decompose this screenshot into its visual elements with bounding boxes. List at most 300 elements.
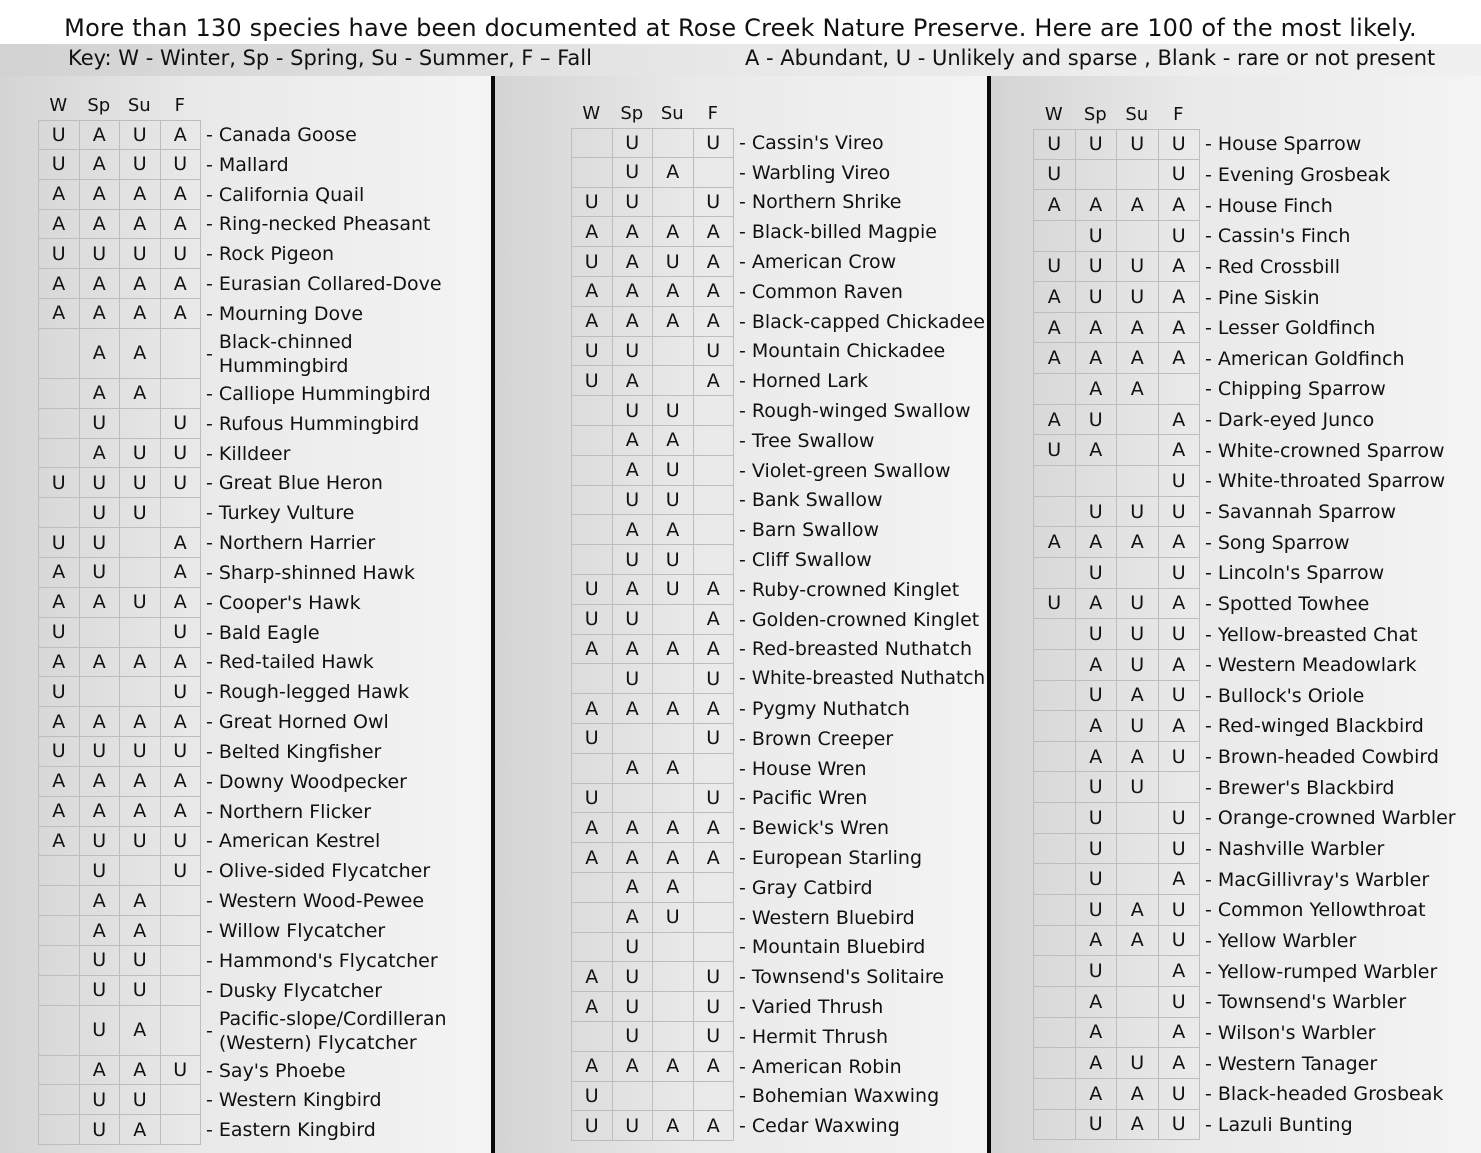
- cell-su: A: [1117, 1079, 1159, 1110]
- species-row: [1033, 252, 1456, 283]
- cell-sp: U: [613, 664, 654, 694]
- species-name-text: Rough-legged Hawk: [218, 681, 410, 704]
- season-cells: [38, 946, 201, 976]
- dash-separator: -: [739, 1115, 746, 1138]
- season-cells: [571, 158, 734, 188]
- cell-w: [1034, 864, 1076, 895]
- species-name: [1200, 377, 1386, 401]
- cell-su: A: [120, 767, 161, 797]
- cell-sp: A: [80, 299, 121, 329]
- cell-sp: A: [1076, 711, 1118, 742]
- species-row: [38, 677, 447, 707]
- species-name: [201, 183, 364, 207]
- cell-f: [161, 329, 202, 379]
- species-row: [1033, 1018, 1456, 1049]
- species-row: [571, 396, 985, 426]
- season-cells: [571, 366, 734, 396]
- species-name: [201, 621, 320, 645]
- species-row: [1033, 527, 1456, 558]
- dash-separator: -: [206, 342, 213, 365]
- species-row: [1033, 221, 1456, 252]
- cell-f: [1159, 772, 1201, 803]
- cell-su: A: [120, 886, 161, 916]
- species-row: [38, 886, 447, 916]
- species-row: [1033, 987, 1456, 1018]
- cell-sp: A: [80, 379, 121, 409]
- cell-f: [161, 379, 202, 409]
- season-cells: [571, 1022, 734, 1052]
- cell-sp: A: [613, 247, 654, 277]
- cell-w: A: [39, 180, 80, 210]
- cell-sp: U: [1076, 221, 1118, 252]
- cell-w: A: [39, 767, 80, 797]
- species-row: [571, 277, 985, 307]
- species-name-text: Say's Phoebe: [218, 1059, 346, 1082]
- species-name: [734, 816, 889, 840]
- cell-f: U: [161, 618, 202, 648]
- cell-su: U: [1117, 650, 1159, 681]
- cell-f: A: [694, 366, 735, 396]
- species-name: [734, 876, 873, 900]
- species-row: [1033, 803, 1456, 834]
- species-name-text: Northern Harrier: [218, 532, 376, 555]
- cell-f: U: [694, 1022, 735, 1052]
- species-name-text: White-throated Sparrow: [1217, 470, 1446, 493]
- cell-su: A: [1117, 343, 1159, 374]
- species-row: [571, 1052, 985, 1082]
- cell-f: U: [1159, 619, 1201, 650]
- cell-sp: U: [1076, 864, 1118, 895]
- season-cells: [571, 992, 734, 1022]
- dash-separator: -: [1205, 838, 1212, 861]
- cell-su: U: [120, 976, 161, 1006]
- cell-sp: A: [80, 329, 121, 379]
- cell-sp: A: [613, 754, 654, 784]
- dash-separator: -: [739, 310, 746, 333]
- cell-w: [39, 916, 80, 946]
- species-column-1: [38, 92, 447, 1145]
- dash-separator: -: [739, 549, 746, 572]
- cell-w: [572, 873, 613, 903]
- cell-f: A: [1159, 405, 1201, 436]
- cell-w: [39, 1085, 80, 1115]
- season-cells: [38, 618, 201, 648]
- dash-separator: -: [739, 698, 746, 721]
- cell-sp: A: [613, 217, 654, 247]
- cell-sp: A: [613, 843, 654, 873]
- cell-su: U: [120, 946, 161, 976]
- season-cells: [1033, 864, 1200, 895]
- cell-w: U: [39, 150, 80, 180]
- cell-w: A: [572, 962, 613, 992]
- cell-sp: U: [1076, 282, 1118, 313]
- cell-f: A: [694, 843, 735, 873]
- cell-f: A: [694, 307, 735, 337]
- cell-f: A: [161, 180, 202, 210]
- cell-w: [1034, 956, 1076, 987]
- species-name: [201, 949, 438, 973]
- dash-separator: -: [739, 251, 746, 274]
- species-name: [734, 935, 925, 959]
- species-name: [734, 846, 922, 870]
- species-row: [38, 379, 447, 409]
- season-cells: [1033, 589, 1200, 620]
- season-cells: [38, 707, 201, 737]
- season-cells: [38, 767, 201, 797]
- cell-w: U: [1034, 160, 1076, 191]
- species-name: [1200, 714, 1424, 738]
- species-row: [38, 856, 447, 886]
- species-row: [571, 664, 985, 694]
- cell-f: A: [694, 813, 735, 843]
- cell-su: U: [120, 827, 161, 857]
- cell-su: [1117, 987, 1159, 1018]
- cell-f: A: [161, 648, 202, 678]
- cell-su: [653, 1082, 694, 1112]
- cell-f: U: [161, 827, 202, 857]
- species-name: [1200, 929, 1356, 953]
- dash-separator: -: [206, 123, 213, 146]
- species-name-text: Red-tailed Hawk: [218, 651, 374, 674]
- species-row: [38, 498, 447, 528]
- cell-sp: U: [1076, 956, 1118, 987]
- cell-w: [572, 664, 613, 694]
- cell-f: [161, 1115, 202, 1145]
- cell-sp: A: [1076, 313, 1118, 344]
- species-name-text: Belted Kingfisher: [218, 740, 382, 763]
- season-cells: [38, 677, 201, 707]
- cell-w: [39, 1006, 80, 1056]
- species-row: [1033, 282, 1456, 313]
- species-name: [201, 442, 290, 466]
- cell-sp: U: [1076, 558, 1118, 589]
- season-cells: [1033, 252, 1200, 283]
- cell-sp: U: [80, 946, 121, 976]
- cell-su: [653, 784, 694, 814]
- cell-su: U: [120, 1085, 161, 1115]
- dash-separator: -: [1205, 746, 1212, 769]
- cell-sp: A: [80, 588, 121, 618]
- cell-sp: A: [80, 707, 121, 737]
- cell-w: [39, 886, 80, 916]
- species-name: [734, 339, 945, 363]
- species-row: [38, 797, 447, 827]
- dash-separator: -: [739, 996, 746, 1018]
- cell-su: A: [120, 299, 161, 329]
- season-cells: [1033, 129, 1200, 160]
- season-cells: [1033, 681, 1200, 712]
- dash-separator: -: [206, 681, 213, 704]
- species-row: [571, 456, 985, 486]
- dash-separator: -: [739, 191, 746, 214]
- species-name-text: Mourning Dove: [218, 302, 364, 325]
- species-row: [38, 150, 447, 180]
- season-cells: [1033, 374, 1200, 405]
- species-name-text: Gray Catbird: [751, 876, 873, 899]
- cell-f: A: [694, 694, 735, 724]
- cell-f: [161, 916, 202, 946]
- cell-sp: A: [613, 575, 654, 605]
- cell-su: [653, 933, 694, 963]
- dash-separator: -: [739, 1085, 746, 1108]
- dash-separator: -: [1205, 317, 1212, 340]
- cell-su: A: [120, 648, 161, 678]
- species-name: [734, 578, 959, 602]
- species-name-text: Black-billed Magpie: [751, 221, 937, 244]
- cell-f: U: [1159, 681, 1201, 712]
- species-name-text: Bald Eagle: [218, 621, 320, 644]
- species-name: [201, 1088, 382, 1112]
- cell-w: A: [39, 210, 80, 240]
- cell-w: [39, 409, 80, 439]
- cell-f: U: [694, 664, 735, 694]
- cell-w: [572, 456, 613, 486]
- cell-w: A: [1034, 313, 1076, 344]
- dash-separator: -: [206, 302, 213, 325]
- cell-su: A: [653, 813, 694, 843]
- cell-sp: A: [613, 277, 654, 307]
- cell-w: A: [39, 299, 80, 329]
- dash-separator: -: [739, 131, 746, 154]
- cell-w: [1034, 221, 1076, 252]
- species-row: [38, 439, 447, 469]
- species-name: [734, 1055, 902, 1079]
- cell-su: [1117, 864, 1159, 895]
- season-cells: [38, 329, 201, 379]
- cell-su: U: [120, 588, 161, 618]
- cell-sp: U: [613, 605, 654, 635]
- species-name-text: Great Horned Owl: [218, 711, 389, 734]
- season-cells: [571, 277, 734, 307]
- cell-f: [694, 903, 735, 933]
- season-cells: [1033, 803, 1200, 834]
- cell-w: [572, 426, 613, 456]
- cell-sp: A: [80, 120, 121, 150]
- cell-su: A: [120, 379, 161, 409]
- dash-separator: -: [206, 890, 213, 913]
- cell-w: A: [1034, 190, 1076, 221]
- cell-w: A: [39, 269, 80, 299]
- dash-separator: -: [206, 153, 213, 176]
- cell-w: [1034, 1048, 1076, 1079]
- cell-sp: U: [1076, 803, 1118, 834]
- cell-su: A: [120, 916, 161, 946]
- cell-w: U: [572, 575, 613, 605]
- season-key: Key: W - Winter, Sp - Spring, Su - Summer, F – Fall: [68, 46, 592, 70]
- season-cells: [38, 737, 201, 767]
- species-name: [734, 608, 979, 632]
- cell-su: U: [1117, 129, 1159, 160]
- species-name-text: Western Wood-Pewee: [218, 890, 425, 913]
- dash-separator: -: [206, 591, 213, 614]
- species-name: [1200, 469, 1445, 493]
- dash-separator: -: [1205, 163, 1212, 186]
- species-name: [201, 412, 419, 436]
- species-name: [201, 501, 354, 525]
- cell-sp: U: [80, 528, 121, 558]
- species-name: [734, 518, 879, 542]
- cell-w: [572, 486, 613, 516]
- cell-w: [1034, 1079, 1076, 1110]
- species-row: [38, 707, 447, 737]
- season-header-sp: Sp: [620, 103, 644, 124]
- cell-w: [572, 158, 613, 188]
- dash-separator: -: [739, 459, 746, 482]
- cell-f: [694, 396, 735, 426]
- species-row: [1033, 742, 1456, 773]
- cell-f: [694, 158, 735, 188]
- dash-separator: -: [1205, 807, 1212, 830]
- species-name: [201, 471, 383, 495]
- cell-f: U: [694, 337, 735, 367]
- cell-sp: U: [613, 486, 654, 516]
- cell-su: [653, 664, 694, 694]
- species-name: [734, 190, 901, 214]
- season-cells: [1033, 1018, 1200, 1049]
- cell-w: [1034, 466, 1076, 497]
- cell-f: A: [694, 1052, 735, 1082]
- species-row: [38, 1006, 447, 1056]
- cell-sp: A: [613, 456, 654, 486]
- cell-w: [1034, 497, 1076, 528]
- cell-su: U: [120, 150, 161, 180]
- dash-separator: -: [1205, 439, 1212, 462]
- cell-sp: A: [613, 426, 654, 456]
- cell-f: A: [1159, 252, 1201, 283]
- cell-su: A: [653, 635, 694, 665]
- cell-f: [694, 515, 735, 545]
- season-cells: [1033, 282, 1200, 313]
- dash-separator: -: [739, 340, 746, 363]
- dash-separator: -: [206, 561, 213, 584]
- cell-su: [1117, 221, 1159, 252]
- cell-w: [1034, 772, 1076, 803]
- species-row: [571, 217, 985, 247]
- cell-sp: U: [80, 1085, 121, 1115]
- species-name: [201, 770, 407, 794]
- cell-sp: A: [80, 180, 121, 210]
- season-cells: [38, 299, 201, 329]
- cell-f: A: [1159, 527, 1201, 558]
- cell-w: [1034, 681, 1076, 712]
- species-name-text: Pygmy Nuthatch: [751, 698, 910, 721]
- cell-w: [39, 379, 80, 409]
- season-cells: [571, 962, 734, 992]
- species-name-text: Red-breasted Nuthatch: [751, 638, 973, 661]
- cell-w: [39, 976, 80, 1006]
- species-name: [734, 459, 951, 483]
- cell-w: A: [1034, 527, 1076, 558]
- species-name-text: Eurasian Collared-Dove: [218, 273, 442, 296]
- cell-sp: A: [1076, 1079, 1118, 1110]
- cell-w: U: [572, 366, 613, 396]
- cell-su: [653, 992, 694, 1022]
- species-row: [571, 486, 985, 516]
- cell-f: A: [1159, 589, 1201, 620]
- cell-sp: U: [1076, 1110, 1118, 1141]
- species-name-text: House Wren: [751, 757, 867, 780]
- season-cells: [38, 210, 201, 240]
- season-cells: [1033, 772, 1200, 803]
- cell-f: A: [1159, 864, 1201, 895]
- species-name-text: Ring-necked Pheasant: [218, 213, 431, 236]
- species-row: [1033, 895, 1456, 926]
- cell-sp: A: [1076, 987, 1118, 1018]
- dash-separator: -: [1205, 1021, 1212, 1044]
- species-name-text: American Goldfinch: [1217, 347, 1405, 370]
- species-row: [571, 903, 985, 933]
- cell-f: U: [1159, 742, 1201, 773]
- cell-w: [39, 856, 80, 886]
- species-row: [38, 528, 447, 558]
- cell-su: [120, 558, 161, 588]
- cell-f: U: [1159, 129, 1201, 160]
- cell-w: [1034, 834, 1076, 865]
- cell-sp: A: [613, 694, 654, 724]
- dash-separator: -: [1205, 991, 1212, 1014]
- species-name-text: Rock Pigeon: [218, 243, 335, 266]
- cell-sp: U: [613, 992, 654, 1022]
- species-name: [734, 369, 868, 393]
- dash-separator: -: [206, 1019, 213, 1042]
- season-cells: [1033, 1079, 1200, 1110]
- cell-su: [653, 366, 694, 396]
- species-name: [734, 1084, 939, 1108]
- cell-w: [39, 498, 80, 528]
- cell-f: [694, 933, 735, 963]
- cell-sp: U: [1076, 129, 1118, 160]
- species-name-text: American Kestrel: [218, 830, 381, 853]
- dash-separator: -: [206, 621, 213, 644]
- cell-sp: A: [1076, 926, 1118, 957]
- species-row: [38, 1085, 447, 1115]
- species-name-text: Savannah Sparrow: [1217, 501, 1397, 523]
- season-header-su: Su: [1125, 104, 1149, 125]
- cell-f: [161, 1085, 202, 1115]
- cell-su: [653, 724, 694, 754]
- dash-separator: -: [739, 847, 746, 870]
- cell-f: A: [1159, 282, 1201, 313]
- season-cells: [571, 933, 734, 963]
- species-name-text: Cliff Swallow: [751, 549, 872, 572]
- dash-separator: -: [1205, 868, 1212, 891]
- species-name: [734, 548, 872, 572]
- cell-sp: A: [80, 1056, 121, 1086]
- species-row: [571, 158, 985, 188]
- species-row: [1033, 1048, 1456, 1079]
- dash-separator: -: [739, 906, 746, 929]
- season-cells: [38, 648, 201, 678]
- dash-separator: -: [739, 578, 746, 601]
- species-name-text: Western Kingbird: [218, 1089, 382, 1112]
- cell-su: U: [120, 439, 161, 469]
- species-row: [571, 1082, 985, 1112]
- cell-f: U: [1159, 1079, 1201, 1110]
- cell-f: A: [1159, 435, 1201, 466]
- cell-f: U: [1159, 834, 1201, 865]
- species-name-text: Pacific-slope/Cordilleran (Western) Flycatcher: [218, 1007, 447, 1054]
- species-name: [734, 1114, 900, 1138]
- cell-w: A: [572, 843, 613, 873]
- cell-w: [1034, 1018, 1076, 1049]
- cell-w: A: [39, 558, 80, 588]
- season-cells: [38, 797, 201, 827]
- season-cells: [571, 903, 734, 933]
- cell-f: [694, 754, 735, 784]
- cell-su: U: [653, 396, 694, 426]
- species-row: [1033, 558, 1456, 589]
- cell-w: [1034, 619, 1076, 650]
